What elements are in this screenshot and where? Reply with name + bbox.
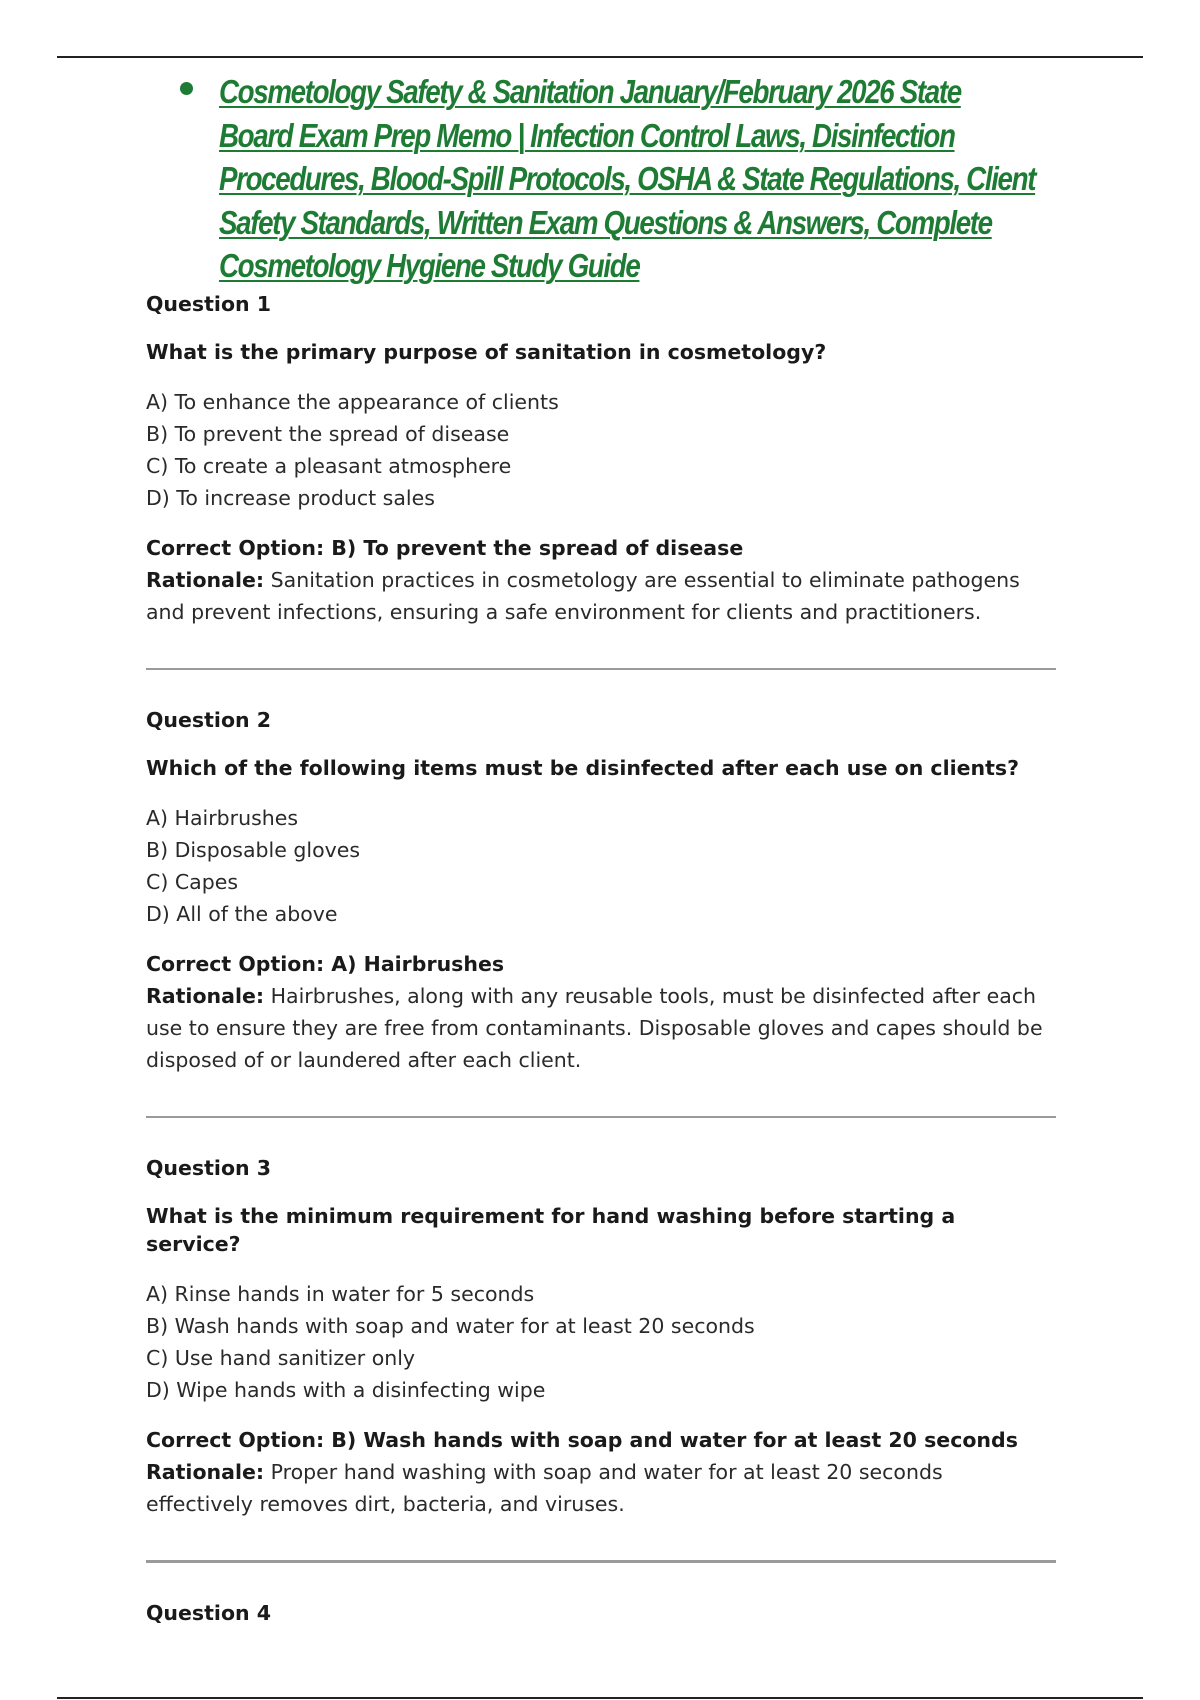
option-b: B) Disposable gloves [146, 838, 361, 862]
title-line-2: Board Exam Prep Memo | Infection Control Laws, Disinfection [219, 116, 955, 154]
question-label: Question 4 [146, 1601, 272, 1625]
section-divider [146, 1116, 1056, 1118]
option-d: D) To increase product sales [146, 486, 435, 510]
rationale-label: Rationale: [146, 984, 265, 1008]
correct-option-value: A) Hairbrushes [331, 952, 505, 976]
option-d: D) All of the above [146, 902, 338, 926]
option-a: A) To enhance the appearance of clients [146, 390, 559, 414]
title-line-4: Safety Standards, Written Exam Questions & Answers, Complete [219, 203, 992, 241]
option-a: A) Hairbrushes [146, 806, 299, 830]
correct-option [146, 532, 1056, 564]
question-text: Which of the following items must be disinfected after each use on clients? [146, 756, 1020, 780]
correct-option-value: B) Wash hands with soap and water for at least 20 seconds [331, 1428, 1018, 1452]
question-3 [146, 1154, 1056, 1520]
correct-option-label: Correct Option: [146, 1428, 325, 1452]
section-divider [146, 1560, 1056, 1563]
correct-option [146, 1424, 1056, 1456]
document-title-block [180, 70, 1080, 288]
rationale-text: Proper hand washing with soap and water for at least 20 seconds effectively removes dirt, bacteria, and viruses. [146, 1460, 943, 1516]
option-c: C) Use hand sanitizer only [146, 1346, 416, 1370]
correct-option-label: Correct Option: [146, 952, 325, 976]
options-list [146, 802, 1056, 930]
title-line-3: Procedures, Blood-Spill Protocols, OSHA & State Regulations, Client [219, 160, 1036, 197]
rationale [146, 564, 1056, 628]
question-1 [146, 290, 1056, 628]
option-d: D) Wipe hands with a disinfecting wipe [146, 1378, 546, 1402]
option-c: C) Capes [146, 870, 239, 894]
rationale-text: Sanitation practices in cosmetology are essential to eliminate pathogens and prevent infections, ensuring a safe environment for clients and practitioners. [146, 568, 1020, 624]
rationale-label: Rationale: [146, 1460, 265, 1484]
section-divider [146, 668, 1056, 670]
rationale [146, 1456, 1056, 1520]
correct-option-label: Correct Option: [146, 536, 325, 560]
title-line-1: Cosmetology Safety & Sanitation January/February 2026 State [219, 73, 961, 110]
option-a: A) Rinse hands in water for 5 seconds [146, 1282, 535, 1306]
title-line-5: Cosmetology Hygiene Study Guide [219, 247, 640, 284]
rationale [146, 980, 1056, 1076]
correct-option [146, 948, 1056, 980]
question-label: Question 2 [146, 708, 272, 732]
page-top-rule [57, 56, 1143, 58]
options-list [146, 1278, 1056, 1406]
correct-option-value: B) To prevent the spread of disease [331, 536, 744, 560]
option-b: B) Wash hands with soap and water for at least 20 seconds [146, 1314, 755, 1338]
document-title-link[interactable] [219, 70, 1059, 288]
option-b: B) To prevent the spread of disease [146, 422, 510, 446]
options-list [146, 386, 1056, 514]
question-label: Question 3 [146, 1156, 272, 1180]
rationale-label: Rationale: [146, 568, 265, 592]
rationale-text: Hairbrushes, along with any reusable tools, must be disinfected after each use to ensure they are free from contaminants. Disposable gloves and capes should be disposed of or laundered after each client. [146, 984, 1043, 1072]
question-text: What is the minimum requirement for hand washing before starting a service? [146, 1204, 956, 1256]
question-text: What is the primary purpose of sanitation in cosmetology? [146, 340, 827, 364]
question-label: Question 1 [146, 292, 272, 316]
page-bottom-rule [57, 1697, 1143, 1699]
questions-content [146, 290, 1056, 1647]
question-4 [146, 1599, 1056, 1627]
option-c: C) To create a pleasant atmosphere [146, 454, 512, 478]
bullet-icon [180, 82, 193, 95]
question-2 [146, 706, 1056, 1076]
